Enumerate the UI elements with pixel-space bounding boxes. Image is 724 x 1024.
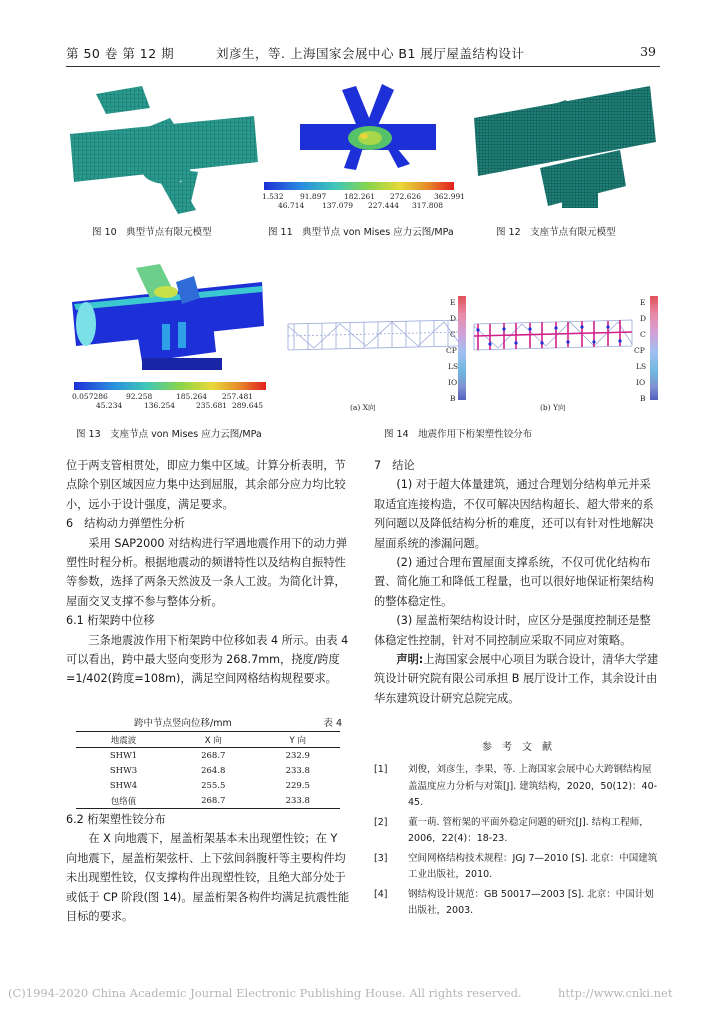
figure-14a-label: (a) X向: [350, 403, 376, 412]
fig14-level: B: [450, 394, 456, 403]
references-title: 参 考 文 献: [482, 742, 552, 753]
figure-14-legend-bar-left: [458, 296, 466, 400]
section-6-heading: 6 结构动力弹塑性分析: [66, 517, 185, 531]
statement-text: 上海国家会展中心项目为联合设计，清华大学建筑设计研究院有限公司承担 B 展厅设计工作，其余设计由华东建筑设计研究总院完成。: [374, 653, 659, 705]
fig14-level: IO: [448, 378, 458, 387]
reference-text: 空间网格结构技术规程：JGJ 7—2010 [S]. 北京：中国建筑工业出版社，2010.: [408, 852, 658, 880]
table-header: 地震波: [76, 732, 171, 748]
table-4-title: 跨中节点竖向位移/mm: [134, 718, 232, 729]
figure-11-image: [296, 80, 438, 172]
table-4-title-row: [76, 715, 342, 729]
figure-12-image: [470, 78, 660, 218]
fig14-level: B: [640, 394, 646, 403]
figure-13-caption: 图 13 支座节点 von Mises 应力云图/MPa: [76, 429, 262, 440]
table-cell: 232.9: [285, 750, 310, 761]
conclusion-3: (3) 屋盖桁架结构设计时，应区分是强度控制还是整体稳定性控制，针对不同控制应采取不同应对策略。: [374, 614, 651, 647]
fig14-level: C: [640, 330, 646, 339]
intro-paragraph: 位于两支管相贯处，即应力集中区域。计算分析表明，节点除个别区域因应力集中达到屈服，其余部分应力均比较小，远小于设计强度，满足要求。: [66, 459, 346, 511]
table-cell: 233.8: [285, 765, 310, 776]
fig14-level: C: [450, 330, 456, 339]
reference-text: 刘俊，刘彦生，李果，等. 上海国家会展中心大跨钢结构屋盖温度应力分析与对策[J]. 建筑结构，2020，50(12)：40-45.: [408, 764, 658, 808]
table-cell: 255.5: [201, 780, 226, 791]
figure-10-image: [66, 78, 262, 218]
reference-item: [374, 815, 660, 848]
table-4: [76, 731, 340, 809]
fig14-level: E: [450, 298, 456, 307]
fig13-tick: 0.057286: [72, 392, 108, 401]
section-7-heading: 7 结论: [374, 459, 415, 472]
statement-paragraph: [374, 650, 660, 708]
header-rule: [66, 66, 660, 67]
table-cell: 268.7: [171, 793, 255, 809]
figure-10-caption: 图 10 典型节点有限元模型: [92, 227, 212, 238]
table-cell: 264.8: [201, 765, 226, 776]
fig14-level: CP: [634, 346, 645, 355]
reference-item: [374, 887, 660, 920]
fig11-tick: 182.261: [344, 192, 376, 201]
section-6-1-paragraph: 三条地震波作用下桁架跨中位移如表 4 所示。由表 4 可以看出，跨中最大竖向变形为 268.7mm，挠度/跨度=1/402(跨度=108m)，满足空间网格结构规程要求。: [66, 633, 349, 686]
running-header: [66, 44, 660, 66]
table-cell: 229.5: [285, 780, 310, 791]
fig14-level: CP: [446, 346, 457, 355]
table-row: [76, 778, 340, 793]
footer-url: http://www.cnki.net: [558, 986, 673, 1000]
table-cell: SHW3: [109, 765, 138, 776]
table-4-label: 表 4: [323, 718, 342, 729]
left-column-bottom: [66, 810, 350, 926]
section-6-2-heading: 6.2 桁架塑性铰分布: [66, 813, 166, 826]
figure-14b-image: [470, 300, 636, 370]
copyright-text: (C)1994-2020 China Academic Journal Electronic Publishing House. All rights reserved.: [8, 986, 522, 1000]
volume-issue: 第 50 卷 第 12 期: [66, 46, 175, 61]
running-title: 刘彦生，等. 上海国家会展中心 B1 展厅屋盖结构设计: [216, 46, 525, 61]
figure-12-caption: 图 12 支座节点有限元模型: [496, 227, 616, 238]
reference-number: [4]: [374, 888, 388, 900]
table-row: [76, 763, 340, 778]
references-list: [374, 762, 660, 923]
figure-11-colorbar: [264, 182, 454, 190]
table-cell: 233.8: [256, 793, 340, 809]
fig11-tick: 91.897: [300, 192, 327, 201]
fig13-tick: 235.681: [196, 401, 228, 410]
fig11-tick: 1.532: [262, 192, 284, 201]
fig11-tick: 227.444: [368, 201, 400, 210]
section-6-2-paragraph: 在 X 向地震下，屋盖桁架基本未出现塑性铰；在 Y 向地震下，屋盖桁架弦杆、上下弦间斜腹杆等主要构件均未出现塑性铰，仅支撑构件出现塑性铰，且绝大部分处于或低于 CP 阶段(图 14)。屋盖桁架各构件均满足抗震性能目标的要求。: [66, 832, 350, 924]
table-cell: SHW1: [109, 750, 138, 761]
section-6-1-heading: 6.1 桁架跨中位移: [66, 614, 155, 628]
figure-14-caption: 图 14 地震作用下桁架塑性铰分布: [384, 429, 533, 440]
fig14-level: LS: [636, 362, 647, 371]
fig13-tick: 136.254: [144, 401, 176, 410]
statement-label: 声明:: [396, 653, 424, 667]
reference-item: [374, 762, 660, 812]
fig11-tick: 362.991: [434, 192, 466, 201]
fig13-tick: 289.645: [232, 401, 264, 410]
figure-13-colorbar: [74, 382, 266, 390]
fig14-level: IO: [636, 378, 646, 387]
fig14-level: D: [450, 314, 457, 323]
table-cell: 包络值: [76, 793, 171, 809]
conclusion-2: (2) 通过合理布置屋面支撑系统，不仅可优化结构布置、简化施工和降低工程量，也可以很好地保证桁架结构的整体稳定性。: [374, 556, 654, 608]
table-cell: 268.7: [201, 750, 226, 761]
reference-text: 钢结构设计规范：GB 50017—2003 [S]. 北京：中国计划出版社，2003.: [408, 888, 654, 916]
reference-number: [3]: [374, 852, 388, 864]
fig14-level: LS: [448, 362, 459, 371]
conclusion-1: (1) 对于超大体量建筑，通过合理划分结构单元并采取适宜连接构造，不仅可解决因结构超长、超大带来的系列问题以及降低结构分析的难度，还可以有针对性地解决屋面系统的渗漏问题。: [374, 478, 654, 550]
table-row: [76, 748, 340, 764]
fig13-tick: 92.258: [126, 392, 153, 401]
table-row: [76, 793, 340, 809]
fig13-tick: 45.234: [96, 401, 123, 410]
fig13-tick: 257.481: [222, 392, 254, 401]
figure-11-caption: 图 11 典型节点 von Mises 应力云图/MPa: [268, 227, 454, 238]
fig11-tick: 272.626: [390, 192, 422, 201]
reference-text: 董一萌. 管桁架的平面外稳定问题的研究[J]. 结构工程师，2006，22(4)：18-23.: [408, 816, 649, 844]
page-number: 39: [640, 44, 656, 59]
table-cell: SHW4: [109, 780, 138, 791]
fig13-tick: 185.264: [176, 392, 208, 401]
reference-number: [1]: [374, 764, 388, 775]
fig11-tick: 137.079: [322, 201, 354, 210]
figure-14b-label: (b) Y向: [540, 403, 566, 412]
figure-13-image: [66, 262, 266, 374]
figure-14-legend-bar-right: [650, 296, 658, 400]
left-column-top: [66, 456, 350, 689]
fig11-tick: 46.714: [278, 201, 305, 210]
section-6-paragraph: 采用 SAP2000 对结构进行罕遇地震作用下的动力弹塑性时程分析。根据地震动的频谱特性以及结构自振特性等参数，选择了两条天然波及一条人工波。为简化计算，屋面交叉支撑不参与整体分析。: [66, 536, 348, 608]
fig14-level: E: [640, 298, 646, 307]
table-header: X 向: [171, 732, 255, 748]
reference-number: [2]: [374, 816, 388, 828]
figure-14a-image: [284, 300, 464, 370]
fig11-tick: 317.808: [412, 201, 444, 210]
fig14-level: D: [640, 314, 647, 323]
right-column: [374, 456, 660, 708]
reference-item: [374, 851, 660, 884]
table-header: Y 向: [256, 732, 340, 748]
